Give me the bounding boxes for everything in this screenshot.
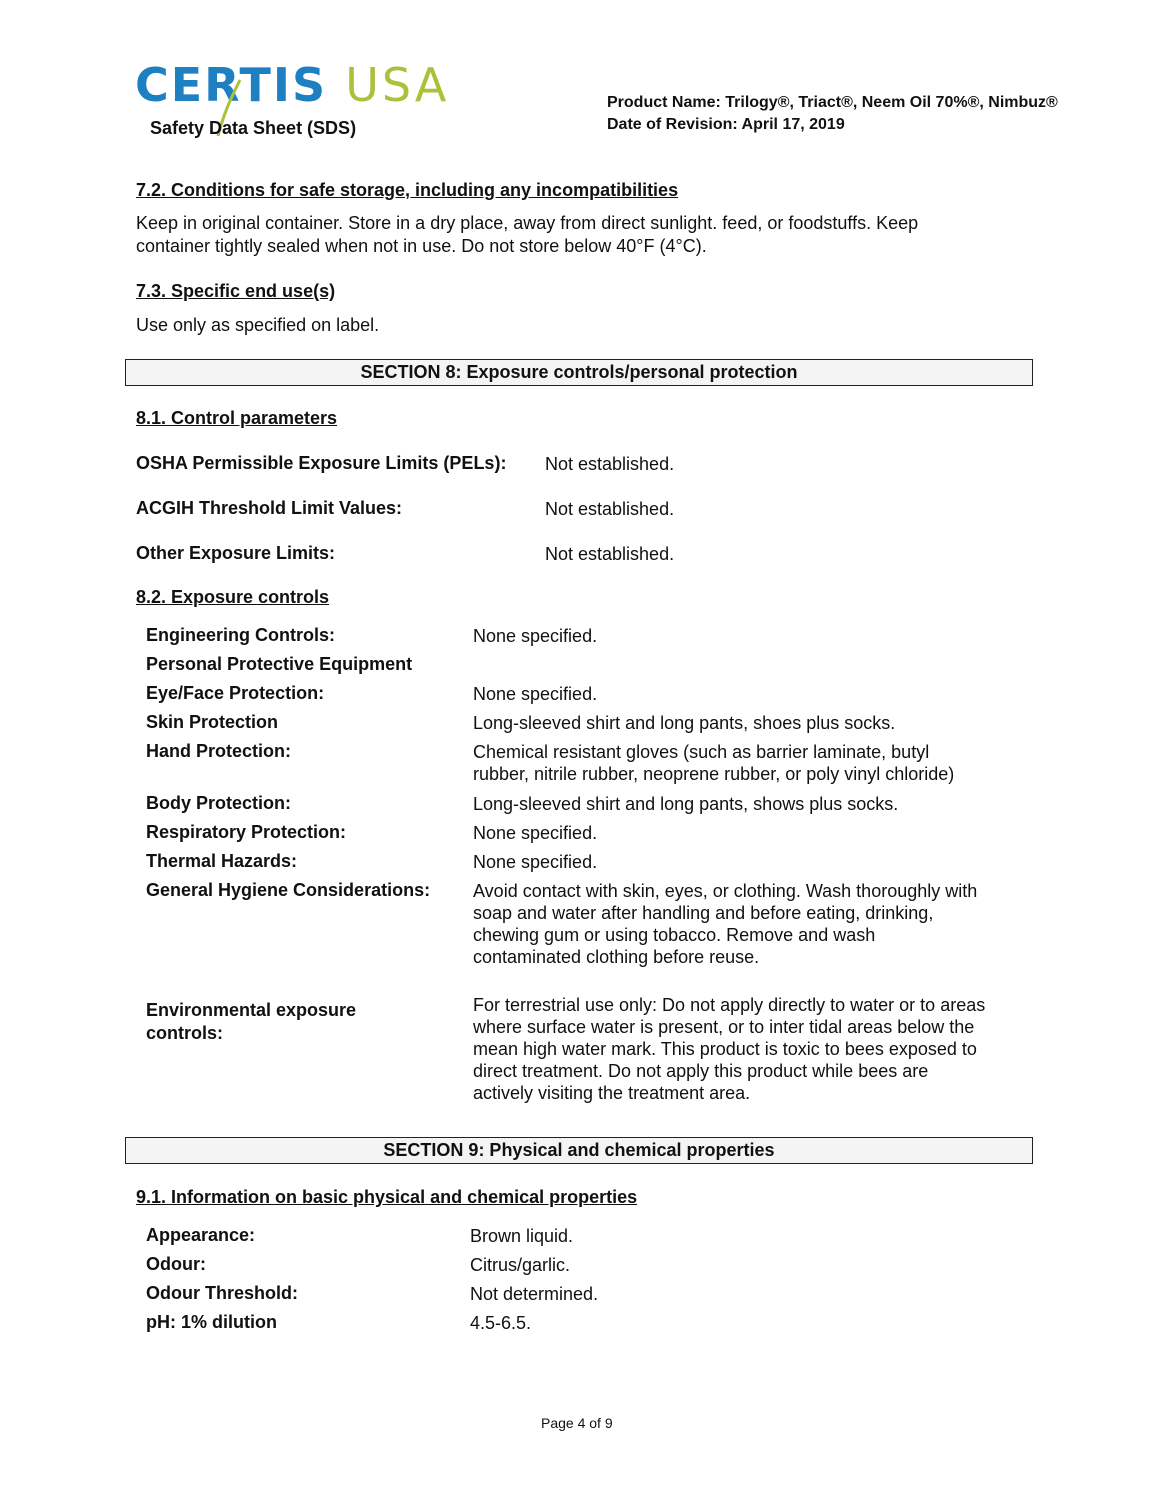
section-9-title: SECTION 9: Physical and chemical properties	[125, 1137, 1033, 1164]
product-name-line	[607, 92, 1058, 114]
other-limits-value: Not established.	[545, 544, 675, 564]
ppe-label: Personal Protective Equipment	[146, 654, 413, 674]
revision-date-line	[607, 114, 845, 136]
environmental-controls-value-line-1: For terrestrial use only: Do not apply directly to water or to areas	[473, 995, 986, 1015]
acgih-tlv-value: Not established.	[545, 499, 675, 519]
other-limits-label: Other Exposure Limits:	[136, 543, 336, 563]
osha-pel-label: OSHA Permissible Exposure Limits (PELs):	[136, 453, 507, 473]
section-8-title: SECTION 8: Exposure controls/personal protection	[125, 359, 1033, 386]
appearance-label: Appearance:	[146, 1225, 256, 1245]
thermal-hazards-value: None specified.	[473, 852, 598, 872]
product-name-label: Product Name:	[607, 94, 721, 111]
section-7-2-heading: 7.2. Conditions for safe storage, including any incompatibilities	[136, 180, 679, 200]
environmental-controls-label-line-1: Environmental exposure	[146, 1000, 357, 1020]
general-hygiene-label: General Hygiene Considerations:	[146, 880, 431, 900]
hand-protection-value-line-2: rubber, nitrile rubber, neoprene rubber, or poly vinyl chloride)	[473, 764, 955, 784]
section-7-2-text-line-2: container tightly sealed when not in use. Do not store below 40°F (4°C).	[136, 236, 707, 256]
page-number: Page 4 of 9	[541, 1415, 613, 1431]
odour-threshold-value: Not determined.	[470, 1284, 599, 1304]
engineering-controls-value: None specified.	[473, 626, 598, 646]
general-hygiene-value-line-4: contaminated clothing before reuse.	[473, 947, 760, 967]
thermal-hazards-label: Thermal Hazards:	[146, 851, 298, 871]
general-hygiene-value-line-3: chewing gum or using tobacco. Remove and wash	[473, 925, 876, 945]
odour-label: Odour:	[146, 1254, 206, 1274]
section-7-3-text: Use only as specified on label.	[136, 315, 380, 335]
environmental-controls-value-line-4: direct treatment. Do not apply this product while bees are	[473, 1061, 929, 1081]
hand-protection-label: Hand Protection:	[146, 741, 292, 761]
hand-protection-value-line-1: Chemical resistant gloves (such as barrier laminate, butyl	[473, 742, 930, 762]
ph-value: 4.5-6.5.	[470, 1313, 532, 1333]
odour-threshold-label: Odour Threshold:	[146, 1283, 298, 1303]
appearance-value: Brown liquid.	[470, 1226, 574, 1246]
respiratory-protection-label: Respiratory Protection:	[146, 822, 347, 842]
company-logo	[135, 58, 450, 112]
section-8-2-heading: 8.2. Exposure controls	[136, 587, 330, 607]
eye-face-protection-label: Eye/Face Protection:	[146, 683, 325, 703]
section-7-2-text-line-1: Keep in original container. Store in a dry place, away from direct sunlight. feed, or foodstuffs. Keep	[136, 213, 919, 233]
general-hygiene-value-line-1: Avoid contact with skin, eyes, or clothing. Wash thoroughly with	[473, 881, 978, 901]
general-hygiene-value-line-2: soap and water after handling and before eating, drinking,	[473, 903, 934, 923]
section-8-1-heading: 8.1. Control parameters	[136, 408, 338, 428]
section-9-1-heading: 9.1. Information on basic physical and chemical properties	[136, 1187, 638, 1207]
environmental-controls-value-line-2: where surface water is present, or to inter tidal areas below the	[473, 1017, 975, 1037]
body-protection-value: Long-sleeved shirt and long pants, shows plus socks.	[473, 794, 899, 814]
ph-label: pH: 1% dilution	[146, 1312, 277, 1332]
revision-date-label: Date of Revision:	[607, 116, 738, 133]
eye-face-protection-value: None specified.	[473, 684, 598, 704]
body-protection-label: Body Protection:	[146, 793, 292, 813]
environmental-controls-value-line-3: mean high water mark. This product is toxic to bees exposed to	[473, 1039, 977, 1059]
acgih-tlv-label: ACGIH Threshold Limit Values:	[136, 498, 403, 518]
revision-date-value: April 17, 2019	[741, 116, 845, 133]
respiratory-protection-value: None specified.	[473, 823, 598, 843]
logo-certis-text: CERTIS	[135, 58, 328, 112]
environmental-controls-label-line-2: controls:	[146, 1023, 224, 1043]
skin-protection-label: Skin Protection	[146, 712, 279, 732]
environmental-controls-value-line-5: actively visiting the treatment area.	[473, 1083, 751, 1103]
odour-value: Citrus/garlic.	[470, 1255, 571, 1275]
skin-protection-value: Long-sleeved shirt and long pants, shoes plus socks.	[473, 713, 896, 733]
section-7-3-heading: 7.3. Specific end use(s)	[136, 281, 336, 301]
osha-pel-value: Not established.	[545, 454, 675, 474]
document-type-label: Safety Data Sheet (SDS)	[150, 118, 357, 138]
engineering-controls-label: Engineering Controls:	[146, 625, 335, 645]
product-name-value: Trilogy®, Triact®, Neem Oil 70%®, Nimbuz®	[725, 94, 1058, 111]
logo-usa-text: USA	[345, 58, 450, 112]
